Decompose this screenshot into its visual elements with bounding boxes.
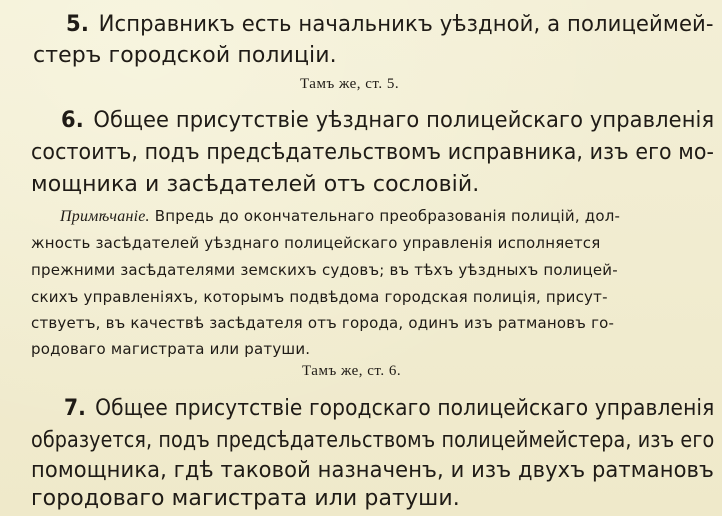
section-7-line-2 [31,428,714,453]
note-line-3 [31,261,618,279]
section-7-line-1 [64,396,714,421]
section-5-line-1 [66,12,714,37]
section-5-text-2: стеръ городской полиціи. [33,43,337,68]
note-text-6: родоваго магистрата или ратуши. [31,340,311,358]
section-6-text-1: Общее присутствіе уѣзднаго полицейскаго управленія [93,108,715,133]
note-line-5 [31,314,614,332]
section-7-text-4: городоваго магистрата или ратуши. [31,486,460,511]
section-6-number: 6. [61,108,84,133]
section-6-line-1 [61,108,714,133]
section-6-line-3 [31,172,479,197]
section-6-text-3: мощника и засѣдателей отъ сословій. [31,172,480,197]
note-text-1: Впредь до окончательнаго преобразованія полицій, дол- [149,207,621,225]
section-7-text-3: помощника, гдѣ таковой назначенъ, и изъ двухъ ратмановъ [31,458,715,483]
section-6-line-2 [31,140,714,165]
section-7-number: 7. [64,396,86,421]
reference-2: Тамъ же, ст. 6. [302,363,402,379]
note-label: Примѣчаніе. [60,208,150,225]
note-line-1 [60,207,620,226]
section-7-text-1: Общее присутствіе городскаго полицейскаго управленія [95,396,715,421]
section-7-line-4 [31,486,460,511]
note-text-3: прежними засѣдателями земскихъ судовъ; въ тѣхъ уѣздныхъ полицей- [31,261,618,279]
section-5-text-1: Исправникъ есть начальникъ уѣздной, а полицеймей- [98,12,714,37]
section-5-line-2 [33,43,337,68]
note-line-4 [31,288,608,306]
note-text-4: скихъ управленіяхъ, которымъ подвѣдома городская полиція, присут- [31,288,608,306]
section-6-text-2: состоитъ, подъ предсѣдательствомъ исправника, изъ его мо- [31,140,715,165]
note-text-2: жность засѣдателей уѣзднаго полицейскаго управленія исполняется [31,234,601,252]
note-line-2 [31,234,600,252]
section-7-line-3 [31,458,714,483]
reference-1: Тамъ же, ст. 5. [300,76,400,92]
section-5-number: 5. [66,12,89,37]
note-text-5: ствуетъ, въ качествѣ засѣдателя отъ города, одинъ изъ ратмановъ го- [31,314,615,332]
note-line-6 [31,340,310,358]
section-7-text-2: образуется, подъ предсѣдательствомъ полицеймейстера, изъ его [31,428,715,453]
